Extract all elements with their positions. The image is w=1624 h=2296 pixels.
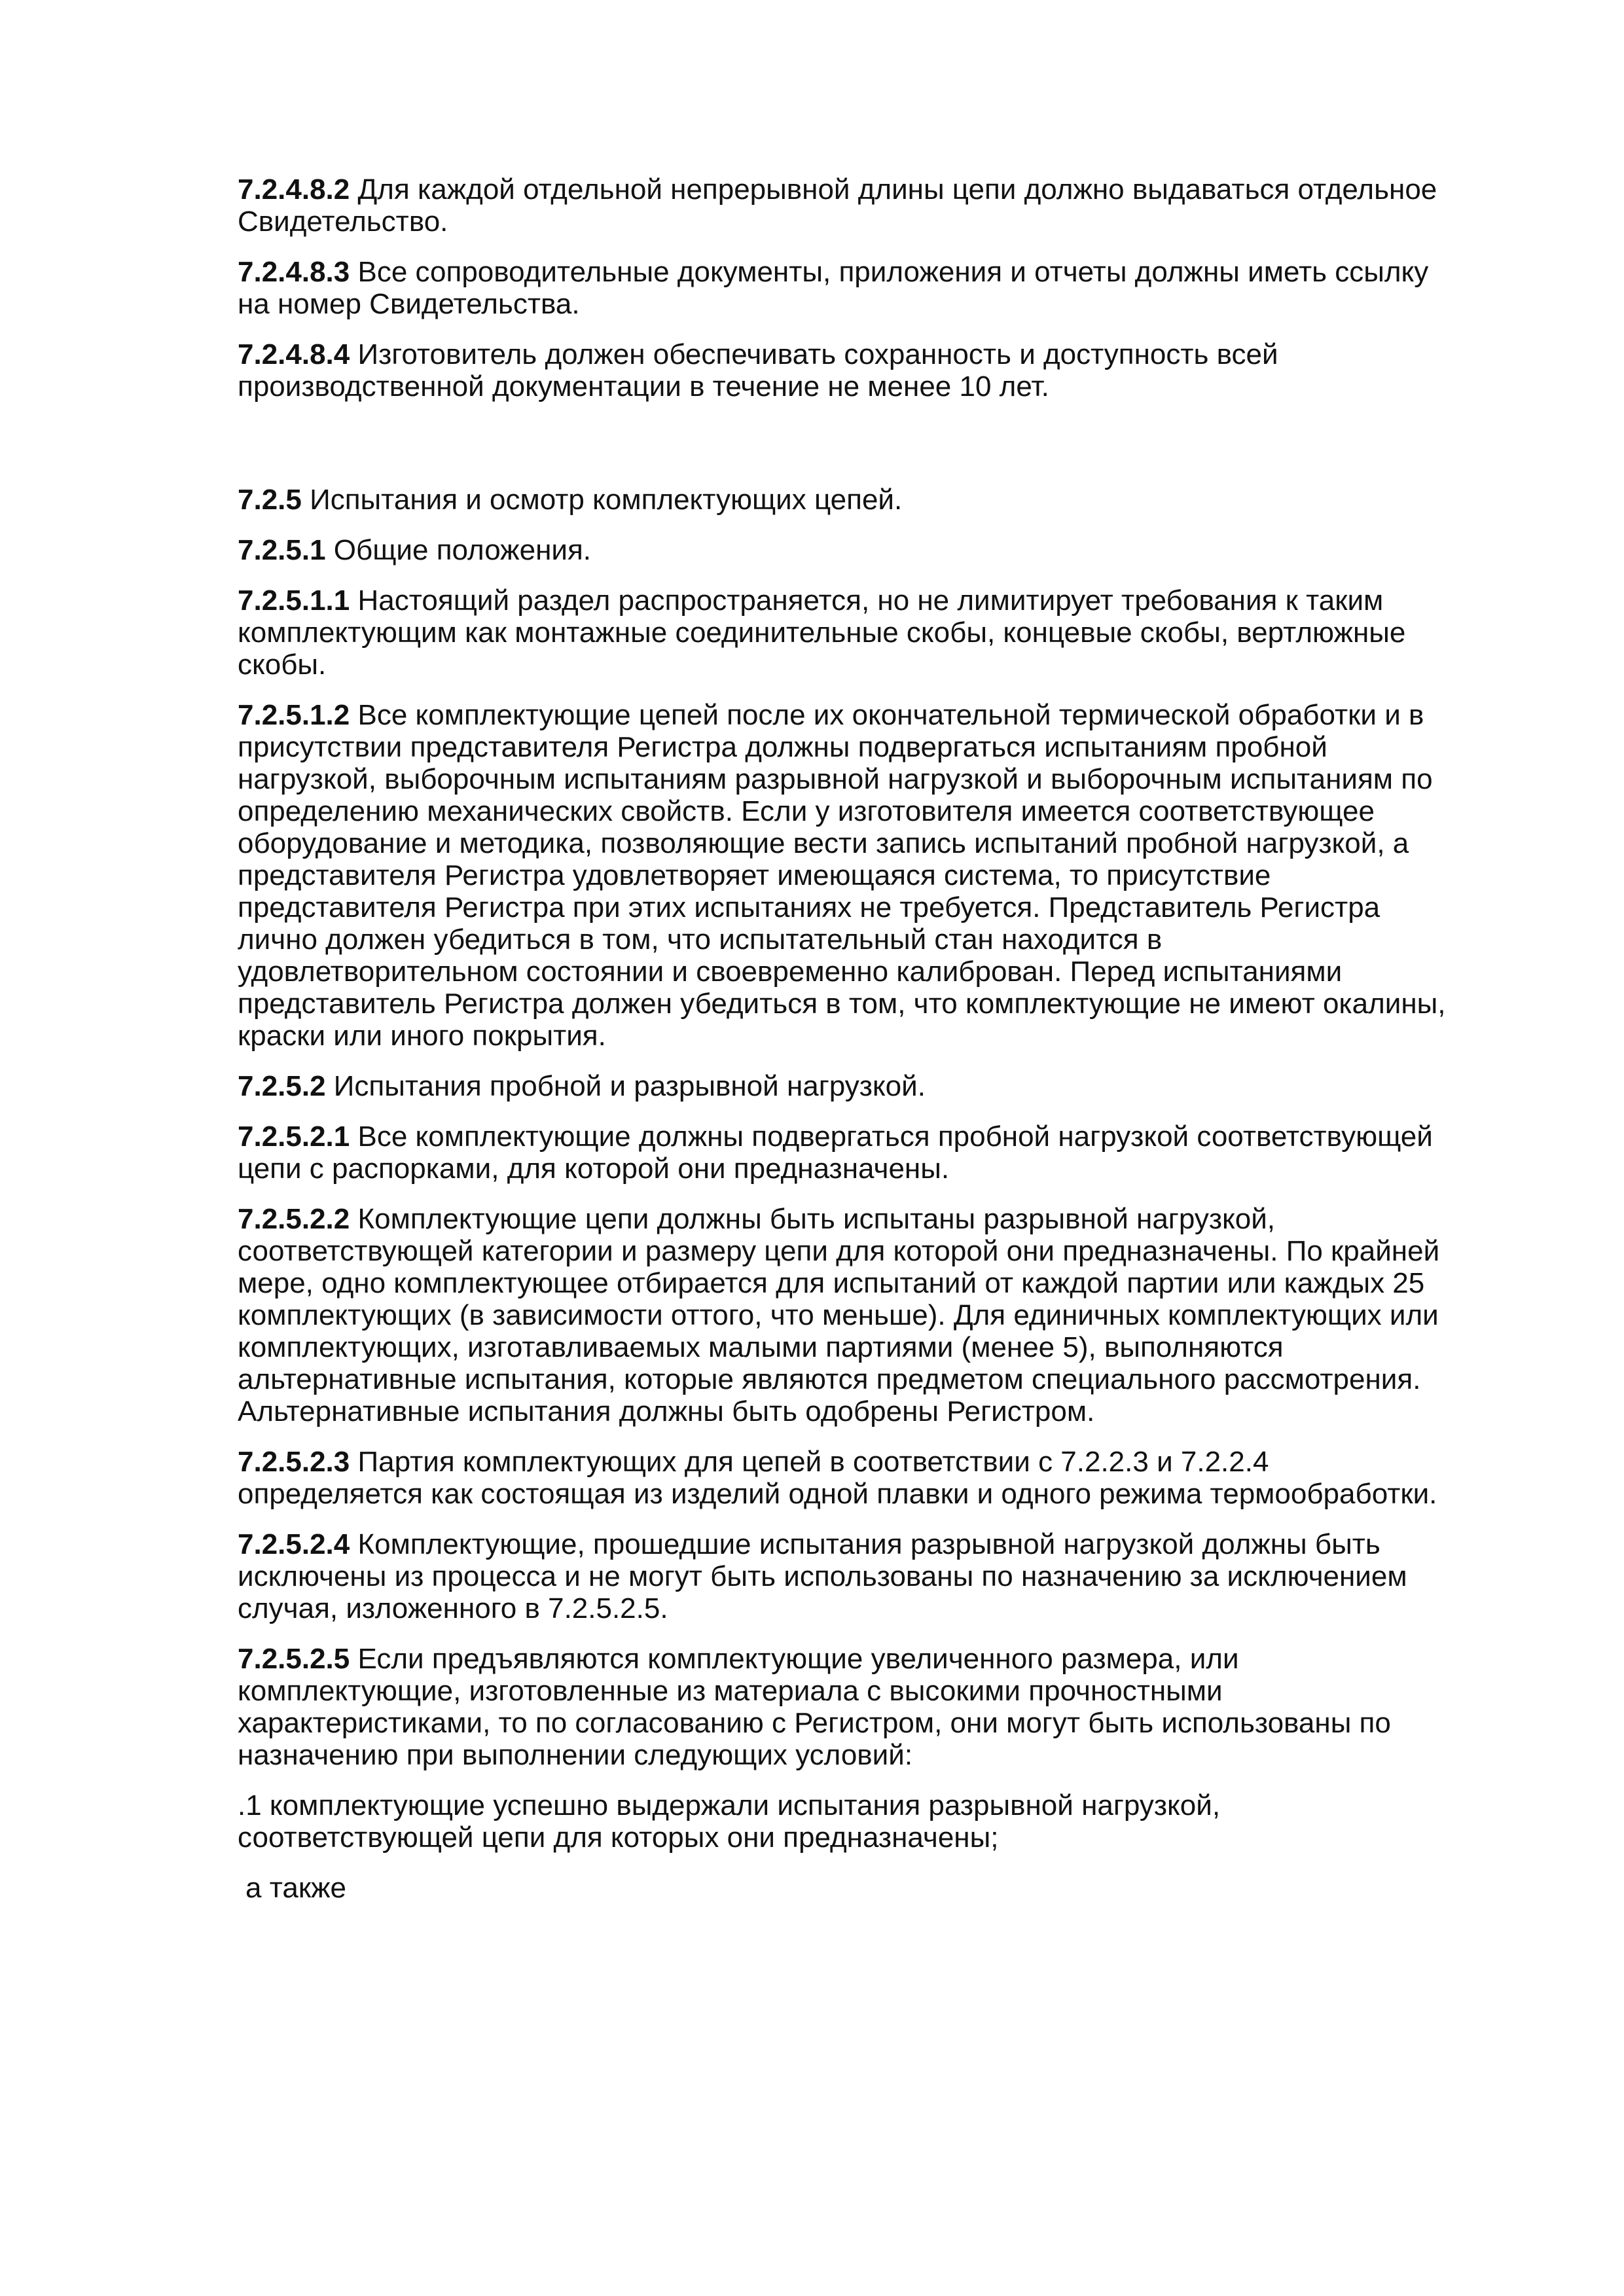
clause-7-2-5-1-2 (238, 699, 1449, 1052)
clause-number: 7.2.4.8.4 (238, 338, 350, 370)
clause-number: 7.2.5.2.4 (238, 1528, 350, 1560)
clause-number: 7.2.5.1.2 (238, 699, 350, 731)
clause-7-2-5-2-1 (238, 1121, 1449, 1185)
clause-text: Испытания пробной и разрывной нагрузкой. (333, 1070, 926, 1102)
clause-number: 7.2.5.2.2 (238, 1203, 350, 1235)
clause-text: Все сопроводительные документы, приложения и отчеты должны иметь ссылку на номер Свидетельства. (238, 256, 1429, 320)
clause-text: Для каждой отдельной непрерывной длины цепи должно выдаваться отдельное Свидетельство. (238, 173, 1437, 238)
clause-7-2-4-8-4 (238, 338, 1449, 403)
clause-7-2-5-2-2 (238, 1203, 1449, 1427)
clause-7-2-5-1 (238, 534, 1449, 566)
clause-7-2-4-8-2 (238, 173, 1449, 238)
clause-number: 7.2.4.8.2 (238, 173, 350, 206)
clause-text: Изготовитель должен обеспечивать сохранность и доступность всей производственной документации в течение не менее 10 лет. (238, 338, 1278, 403)
clause-text: Партия комплектующих для цепей в соответствии с 7.2.2.3 и 7.2.2.4 определяется как состоящая из изделий одной плавки и одного режима термообработки. (238, 1446, 1437, 1510)
clause-number: 7.2.5.2 (238, 1070, 326, 1102)
section-spacer (238, 421, 1449, 484)
clause-text: Испытания и осмотр комплектующих цепей. (310, 484, 903, 516)
clause-number: 7.2.5.2.5 (238, 1643, 350, 1675)
clause-7-2-5 (238, 484, 1449, 516)
clause-7-2-5-2-3 (238, 1446, 1449, 1510)
clause-text: Если предъявляются комплектующие увеличенного размера, или комплектующие, изготовленные из материала с высокими прочностными характеристиками, то по согласованию с Регистром, они могут быть использованы по назначению при выполнении следующих условий: (238, 1643, 1391, 1771)
conjunction-text: а также (245, 1872, 346, 1904)
document-body (238, 173, 1449, 1922)
clause-text: Общие положения. (333, 534, 592, 566)
clause-text: Все комплектующие должны подвергаться пробной нагрузкой соответствующей цепи с распорками, для которой они предназначены. (238, 1121, 1433, 1185)
list-item-1: .1 комплектующие успешно выдержали испытания разрывной нагрузкой, соответствующей цепи для которых они предназначены; (238, 1789, 1221, 1854)
clause-number: 7.2.5.2.3 (238, 1446, 350, 1478)
clause-number: 7.2.5.2.1 (238, 1121, 350, 1153)
clause-number: 7.2.5.1 (238, 534, 326, 566)
clause-number: 7.2.4.8.3 (238, 256, 350, 288)
clause-7-2-5-2 (238, 1070, 1449, 1102)
clause-number: 7.2.5.1.1 (238, 584, 350, 617)
clause-7-2-5-2-4 (238, 1528, 1449, 1624)
clause-7-2-5-1-1 (238, 584, 1449, 681)
clause-text: Настоящий раздел распространяется, но не лимитирует требования к таким комплектующим как монтажные соединительные скобы, концевые скобы, вертлюжные скобы. (238, 584, 1406, 681)
clause-7-2-4-8-3 (238, 256, 1449, 320)
clause-7-2-5-2-5 (238, 1643, 1449, 1771)
clause-text: Комплектующие, прошедшие испытания разрывной нагрузкой должны быть исключены из процесса и не могут быть использованы по назначению за исключением случая, изложенного в 7.2.5.2.5. (238, 1528, 1407, 1624)
clause-number: 7.2.5 (238, 484, 302, 516)
clause-text: Все комплектующие цепей после их окончательной термической обработки и в присутствии представителя Регистра должны подвергаться испытаниям пробной нагрузкой, выборочным испытаниям разрывной нагрузкой и выборочным испытаниям по определению механических свойств. Если у изготовителя имеется соответствующее оборудование и методика, позволяющие вести запись испытаний пробной нагрузкой, а представителя Регистра удовлетворяет имеющаяся система, то присутствие представителя Регистра при этих испытаниях не требуется. Представитель Регистра лично должен убедиться в том, что испытательный стан находится в удовлетворительном состоянии и своевременно калиброван. Перед испытаниями представитель Регистра должен убедиться в том, что комплектующие не имеют окалины, краски или иного покрытия. (238, 699, 1446, 1052)
clause-text: Комплектующие цепи должны быть испытаны разрывной нагрузкой, соответствующей категории и размеру цепи для которой они предназначены. По крайней мере, одно комплектующее отбирается для испытаний от каждой партии или каждых 25 комплектующих (в зависимости оттого, что меньше). Для единичных комплектующих или комплектующих, изготавливаемых малыми партиями (менее 5), выполняются альтернативные испытания, которые являются предметом специального рассмотрения. Альтернативные испытания должны быть одобрены Регистром. (238, 1203, 1440, 1427)
